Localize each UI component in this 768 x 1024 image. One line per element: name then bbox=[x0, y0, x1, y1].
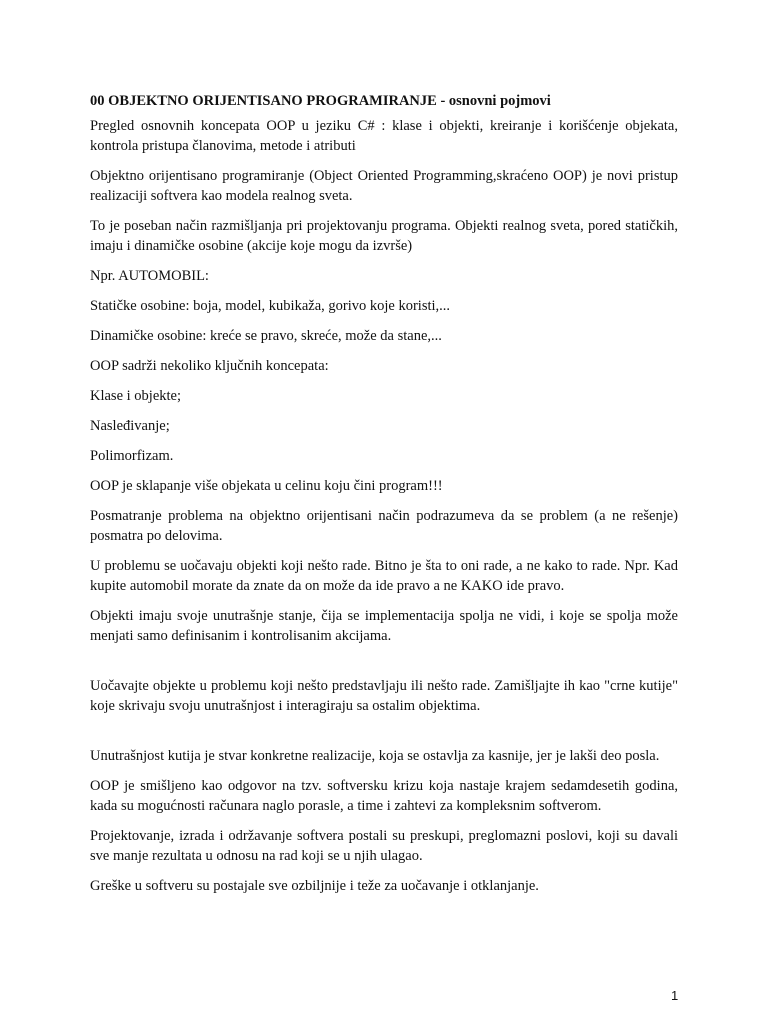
paragraph-black-boxes: Uočavajte objekte u problemu koji nešto predstavljaju ili nešto rade. Zamišljajte ih kao "crne kutije" koje skrivaju svoju unutrašnjost i interagiraju sa ostalim objektima. bbox=[90, 678, 678, 714]
list-item-inheritance: Nasleđivanje; bbox=[90, 418, 170, 434]
paragraph-problem-view: Posmatranje problema na objektno orijentisani način podrazumeva da se problem (a ne rešenje) posmatra po delovima. bbox=[90, 508, 678, 544]
paragraph-key-concepts: OOP sadrži nekoliko ključnih koncepata: bbox=[90, 358, 329, 374]
paragraph-dynamic-properties: Dinamičke osobine: kreće se pravo, skreće, može da stane,... bbox=[90, 328, 442, 344]
paragraph-objects-do: U problemu se uočavaju objekti koji nešto rade. Bitno je šta to oni rade, a ne kako to rade. Npr. Kad kupite automobil morate da znate da on može da ide pravo a ne KAKO ide pravo. bbox=[90, 558, 678, 594]
document-title: 00 OBJEKTNO ORIJENTISANO PROGRAMIRANJE - osnovni pojmovi bbox=[90, 93, 551, 109]
page-number: 1 bbox=[671, 988, 679, 1003]
list-item-polymorphism: Polimorfizam. bbox=[90, 448, 174, 464]
list-item-classes: Klase i objekte; bbox=[90, 388, 182, 404]
blank-line bbox=[90, 726, 678, 746]
paragraph-oop-assembly: OOP je sklapanje više objekata u celinu koju čini program!!! bbox=[90, 478, 443, 494]
paragraph-oop-definition: Objektno orijentisano programiranje (Object Oriented Programming,skraćeno OOP) je novi pristup realizaciji softvera kao modela realnog sveta. bbox=[90, 168, 678, 204]
paragraph-internal-state: Objekti imaju svoje unutrašnje stanje, čija se implementacija spolja ne vidi, i koje se spolja može menjati samo definisanim i kontrolisanim akcijama. bbox=[90, 608, 678, 644]
paragraph-static-properties: Statičke osobine: boja, model, kubikaža, gorivo koje koristi,... bbox=[90, 298, 451, 314]
paragraph-thinking-approach: To je poseban način razmišljanja pri projektovanju programa. Objekti realnog sveta, pored statičkih, imaju i dinamičke osobine (akcije koje mogu da izvrše) bbox=[90, 218, 678, 254]
paragraph-box-internals: Unutrašnjost kutija je stvar konkretne realizacije, koja se ostavlja za kasnije, jer je lakši deo posla. bbox=[90, 748, 660, 764]
paragraph-software-errors: Greške u softveru su postajale sve ozbiljnije i teže za uočavanje i otklanjanje. bbox=[90, 878, 539, 894]
paragraph-software-crisis: OOP je smišljeno kao odgovor na tzv. softversku krizu koja nastaje krajem sedamdesetih godina, kada su mogućnosti računara naglo porasle, a time i zahtevi za kompleksnim softverom. bbox=[90, 778, 678, 814]
paragraph-oop-overview: Pregled osnovnih koncepata OOP u jeziku C# : klase i objekti, kreiranje i korišćenje objekata, kontrola pristupa članovima, metode i atributi bbox=[90, 118, 678, 154]
paragraph-example-car: Npr. AUTOMOBIL: bbox=[90, 268, 209, 284]
document-page bbox=[90, 91, 678, 906]
paragraph-expensive-projects: Projektovanje, izrada i održavanje softvera postali su preskupi, preglomazni poslovi, koji su davali sve manje rezultata u odnosu na rad koji se u njih ulagao. bbox=[90, 828, 678, 864]
blank-line bbox=[90, 656, 678, 676]
